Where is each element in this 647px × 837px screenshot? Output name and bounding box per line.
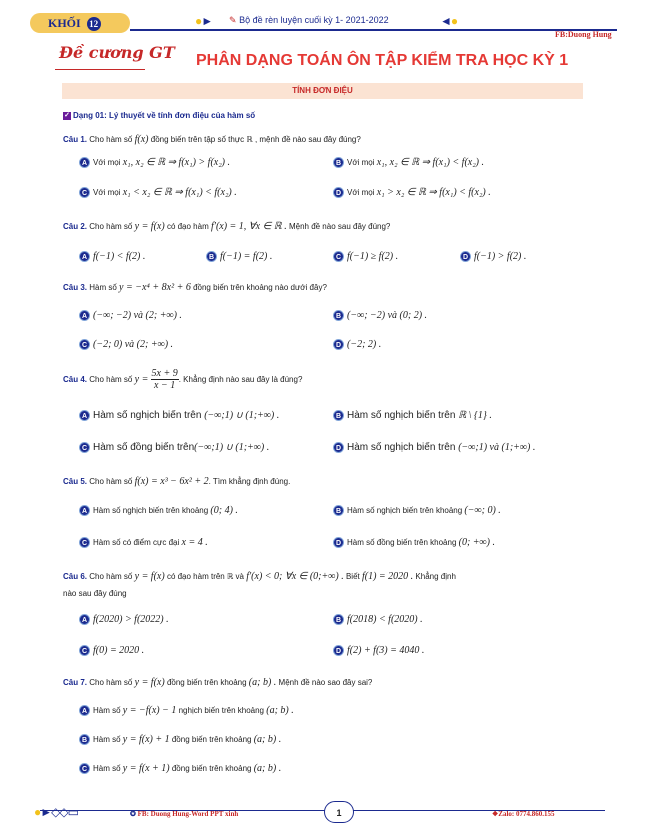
grade-badge (30, 13, 130, 33)
question-5: Câu 5. Cho hàm số f(x) = x³ − 6x² + 2. Tìm khẳng định đúng. (63, 476, 291, 487)
q4-option-b[interactable]: B Hàm số nghịch biến trên ℝ \ {1} . (333, 410, 492, 421)
topic-heading: ✓ Dạng 01: Lý thuyết về tính đơn điệu của hàm số (64, 111, 256, 120)
header-rule (130, 29, 617, 31)
q3-option-a[interactable]: A (−∞; −2) và (2; +∞) . (79, 310, 182, 321)
facebook-icon: ✪ (130, 810, 136, 818)
q3-option-b[interactable]: B (−∞; −2) và (0; 2) . (333, 310, 427, 321)
question-3: Câu 3. Hàm số y = −x⁴ + 8x² + 6 đồng biến trên khoảng nào dưới đây? (63, 282, 327, 293)
fraction: $\frac{5x + 9}{x - 1}$ (151, 368, 178, 391)
q7-option-b[interactable]: B Hàm số y = f(x) + 1 đồng biến trên khoảng (a; b) . (79, 734, 281, 745)
q6-option-d[interactable]: D f(2) + f(3) = 4040 . (333, 645, 424, 656)
facebook-author-footer: ✪ FB: Duong Hung-Word PPT xinh (130, 810, 239, 818)
q1-option-c[interactable]: C Với mọi x₁ < x₂ ∈ ℝ ⇒ f(x₁) < f(x₂) . (79, 187, 237, 198)
page-title: PHÂN DẠNG TOÁN ÔN TẬP KIỂM TRA HỌC KỲ 1 (196, 52, 569, 69)
grade-label: KHỐI (48, 16, 81, 30)
q6-option-a[interactable]: A f(2020) > f(2022) . (79, 614, 169, 625)
q7-option-a[interactable]: A Hàm số y = −f(x) − 1 nghịch biến trên khoảng (a; b) . (79, 705, 294, 716)
logo-text: Đề cương GT (59, 43, 175, 62)
q4-option-a[interactable]: A Hàm số nghịch biến trên (−∞;1) ∪ (1;+∞) . (79, 410, 279, 421)
q3-option-c[interactable]: C (−2; 0) và (2; +∞) . (79, 339, 173, 350)
q4-option-d[interactable]: D Hàm số nghịch biến trên (−∞;1) và (1;+∞) . (333, 442, 535, 453)
q5-option-d[interactable]: D Hàm số đồng biến trên khoảng (0; +∞) . (333, 537, 495, 548)
q4-option-c[interactable]: C Hàm số đồng biến trên(−∞;1) ∪ (1;+∞) . (79, 442, 269, 453)
header-decoration-right: ◄● (440, 14, 458, 28)
page-number: 1 (324, 801, 354, 823)
question-1: Câu 1. Cho hàm số f(x) đồng biến trên tập số thực ℝ , mệnh đề nào sau đây đúng? (63, 134, 361, 145)
footer-decoration: ●►◇◇▭ (34, 805, 78, 819)
q7-option-c[interactable]: C Hàm số y = f(x + 1) đồng biến trên khoảng (a; b) . (79, 763, 281, 774)
question-2: Câu 2. Cho hàm số y = f(x) có đạo hàm f′(x) = 1, ∀x ∈ ℝ . Mệnh đề nào sau đây đúng? (63, 221, 391, 232)
edit-icon: ✎ (229, 15, 237, 25)
zalo-contact: ❖Zalo: 0774.860.155 (492, 810, 555, 818)
logo-underline (55, 69, 145, 70)
grade-number: 12 (87, 17, 101, 31)
q6-option-c[interactable]: C f(0) = 2020 . (79, 645, 144, 656)
question-4: Câu 4. Cho hàm số y = $\frac{5x + 9}{x - 1}$ . Khẳng định nào sau đây là đúng? (63, 368, 303, 391)
q3-option-d[interactable]: D (−2; 2) . (333, 339, 381, 350)
q2-option-d[interactable]: D f(−1) > f(2) . (460, 251, 526, 262)
q1-option-a[interactable]: A Với mọi x₁, x₂ ∈ ℝ ⇒ f(x₁) > f(x₂) . (79, 157, 230, 168)
q6-option-b[interactable]: B f(2018) < f(2020) . (333, 614, 423, 625)
q2-option-b[interactable]: B f(−1) = f(2) . (206, 251, 272, 262)
q5-option-a[interactable]: A Hàm số nghịch biến trên khoảng (0; 4) . (79, 505, 238, 516)
facebook-author-top: FB:Duong Hung (555, 30, 612, 39)
q2-option-a[interactable]: A f(−1) < f(2) . (79, 251, 145, 262)
q2-option-c[interactable]: C f(−1) ≥ f(2) . (333, 251, 398, 262)
question-6: Câu 6. Cho hàm số y = f(x) có đạo hàm trên ℝ và f′(x) < 0; ∀x ∈ (0;+∞) . Biết f(1) = 2020 . Khẳng định (63, 571, 456, 582)
q1-option-b[interactable]: B Với mọi x₁, x₂ ∈ ℝ ⇒ f(x₁) < f(x₂) . (333, 157, 484, 168)
q5-option-b[interactable]: B Hàm số nghịch biến trên khoảng (−∞; 0) . (333, 505, 501, 516)
section-title: TÍNH ĐƠN ĐIỆU (292, 86, 353, 95)
header-decoration-left: ●► (195, 14, 213, 28)
question-6-line-2: nào sau đây đúng (63, 589, 127, 598)
document-subtitle: ✎ Bộ đề rèn luyện cuối kỳ 1- 2021-2022 (229, 15, 389, 25)
question-7: Câu 7. Cho hàm số y = f(x) đồng biến trên khoảng (a; b) . Mệnh đề nào sao đây sai? (63, 677, 373, 688)
q1-option-d[interactable]: D Với mọi x₁ > x₂ ∈ ℝ ⇒ f(x₁) < f(x₂) . (333, 187, 491, 198)
checkbox-icon: ✓ (64, 111, 70, 119)
q5-option-c[interactable]: C Hàm số có điểm cực đại x = 4 . (79, 537, 208, 548)
